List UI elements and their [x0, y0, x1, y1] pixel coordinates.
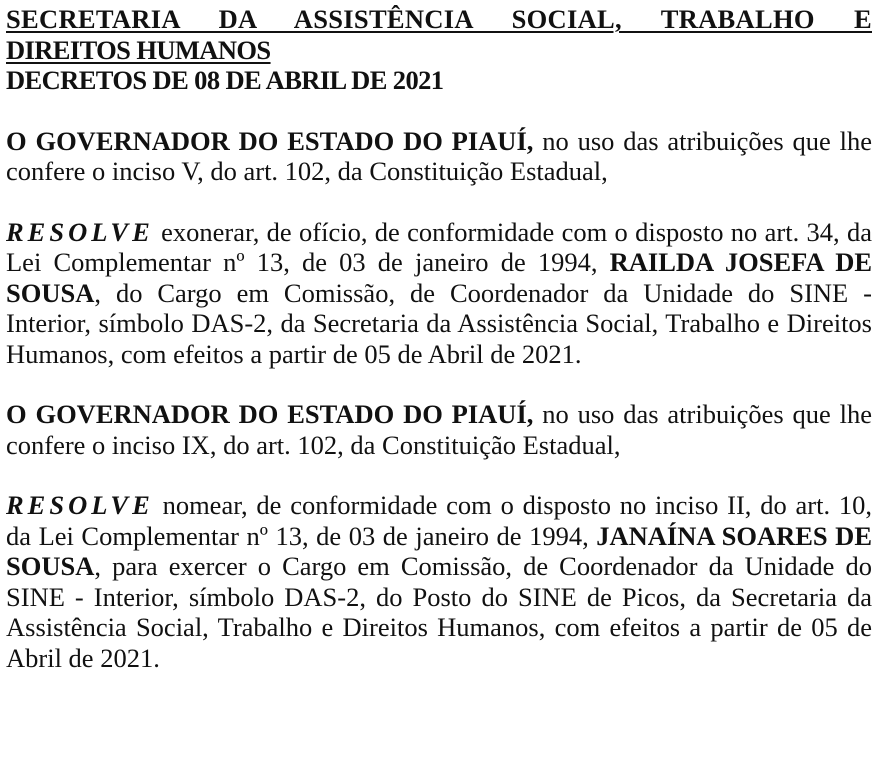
governor-heading-2: O GOVERNADOR DO ESTADO DO PIAUÍ, — [6, 399, 534, 429]
header-decree-date: DECRETOS DE 08 DE ABRIL DE 2021 — [6, 65, 444, 95]
appoint-text-1: nomear, de conformidade com o disposto no inciso II, do art. 10, da Lei Complementar nº 13, de 03 de janeiro de 1994, — [6, 490, 872, 551]
paragraph-governor-1 — [6, 126, 872, 187]
exonerated-person-name: RAILDA JOSEFA DE SOUSA — [6, 247, 873, 308]
document-page — [6, 4, 872, 673]
header-secretariat-line1: SECRETARIA DA ASSISTÊNCIA SOCIAL, TRABALHO E — [6, 4, 872, 34]
paragraph-governor-2 — [6, 399, 872, 460]
header-secretariat-line2: DIREITOS HUMANOS — [6, 34, 271, 65]
governor-text-1: no uso das atribuições que lhe confere o inciso V, do art. 102, da Constituição Estadual, — [6, 125, 872, 186]
exonerate-text-2: , do Cargo em Comissão, de Coordenador da Unidade do SINE - Interior, símbolo DAS-2, da Secretaria da Assistência Social, Trabalho e Direitos Humanos, com efeitos a partir de 05 de Abril de 2021. — [6, 277, 872, 369]
resolve-label-1: RESOLVE — [6, 216, 154, 247]
paragraph-resolve-appoint — [6, 490, 872, 673]
exonerate-text-1: exonerar, de ofício, de conformidade com o disposto no art. 34, da Lei Complementar nº 13, de 03 de janeiro de 1994, — [6, 216, 872, 277]
appoint-text-2: , para exercer o Cargo em Comissão, de Coordenador da Unidade do SINE - Interior, símbolo DAS-2, do Posto do SINE de Picos, da Secretaria da Assistência Social, Trabalho e Direitos Humanos, com efeitos a partir de 05 de Abril de 2021. — [6, 551, 872, 673]
appointed-person-name: JANAÍNA SOARES DE SOUSA — [6, 520, 873, 581]
document-header — [6, 4, 872, 96]
resolve-label-2: RESOLVE — [6, 490, 154, 520]
governor-heading-1: O GOVERNADOR DO ESTADO DO PIAUÍ, — [6, 125, 534, 156]
governor-text-2: no uso das atribuições que lhe confere o inciso IX, do art. 102, da Constituição Estadual, — [6, 399, 872, 460]
paragraph-resolve-exonerate — [6, 217, 872, 370]
